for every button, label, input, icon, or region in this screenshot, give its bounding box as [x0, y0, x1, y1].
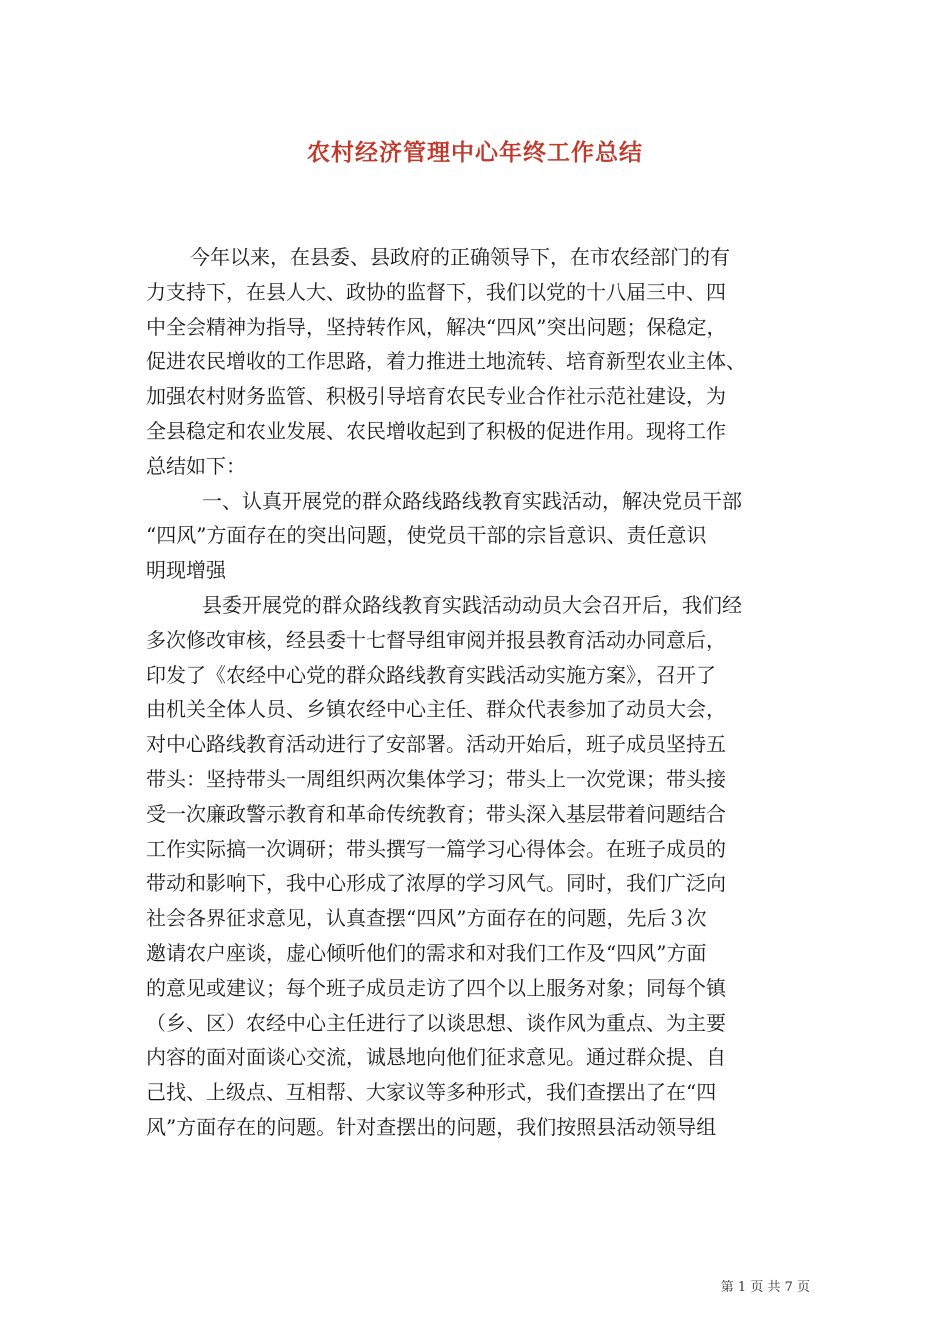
page-number: 第 1 页 共 7 页: [720, 1280, 810, 1295]
paragraph-line: 加强农村财务监管、积极引导培育农民专业合作社示范社建设，为: [146, 384, 726, 409]
paragraph-line: 县委开展党的群众路线教育实践活动动员大会召开后，我们经: [202, 592, 742, 617]
paragraph-line: 己找、上级点、互相帮、大家议等多种形式，我们查摆出了在“四: [146, 1080, 717, 1105]
paragraph-line: 内容的面对面谈心交流，诚恳地向他们征求意见。通过群众提、自: [146, 1045, 726, 1070]
document-title: 农村经济管理中心年终工作总结: [307, 139, 643, 166]
paragraph-line: 促进农民增收的工作思路，着力推进土地流转、培育新型农业主体、: [146, 349, 746, 374]
section-heading-line: “四风”方面存在的突出问题，使党员干部的宗旨意识、责任意识: [146, 523, 707, 548]
paragraph-line: 力支持下，在县人大、政协的监督下，我们以党的十八届三中、四: [146, 279, 726, 304]
paragraph-line: 带头：坚持带头一周组织两次集体学习；带头上一次党课；带头接: [146, 766, 726, 791]
paragraph-line: 印发了《农经中心党的群众路线教育实践活动实施方案》，召开了: [146, 662, 716, 687]
paragraph-line: 工作实际搞一次调研；带头撰写一篇学习心得体会。在班子成员的: [146, 836, 726, 861]
paragraph-line: 多次修改审核，经县委十七督导组审阅并报县教育活动办同意后，: [146, 627, 726, 652]
paragraph-line: 总结如下：: [146, 453, 246, 478]
paragraph-line: 邀请农户座谈，虚心倾听他们的需求和对我们工作及“四风”方面: [146, 940, 707, 965]
paragraph-line: 风”方面存在的问题。针对查摆出的问题，我们按照县活动领导组: [146, 1114, 717, 1139]
section-heading-line: 一、认真开展党的群众路线路线教育实践活动，解决党员干部: [202, 488, 742, 513]
paragraph-line: （乡、区）农经中心主任进行了以谈思想、谈作风为重点、为主要: [146, 1010, 726, 1035]
paragraph-line: 全县稳定和农业发展、农民增收起到了积极的促进作用。现将工作: [146, 418, 726, 443]
paragraph-line: 今年以来，在县委、县政府的正确领导下，在市农经部门的有: [190, 245, 730, 269]
paragraph-line: 对中心路线教育活动进行了安部署。活动开始后，班子成员坚持五: [146, 732, 726, 757]
paragraph-line: 中全会精神为指导，坚持转作风，解决“四风”突出问题；保稳定，: [146, 314, 727, 339]
section-heading-line: 明现增强: [146, 558, 226, 583]
paragraph-line: 由机关全体人员、乡镇农经中心主任、群众代表参加了动员大会，: [146, 697, 726, 722]
paragraph-line: 受一次廉政警示教育和革命传统教育；带头深入基层带着问题结合: [146, 801, 726, 826]
paragraph-line: 的意见或建议；每个班子成员走访了四个以上服务对象；同每个镇: [146, 975, 726, 1000]
document-body: [146, 240, 810, 1145]
paragraph-line: 带动和影响下，我中心形成了浓厚的学习风气。同时，我们广泛向: [146, 871, 726, 896]
paragraph-line: 社会各界征求意见，认真查摆“四风”方面存在的问题，先后３次: [146, 906, 707, 931]
